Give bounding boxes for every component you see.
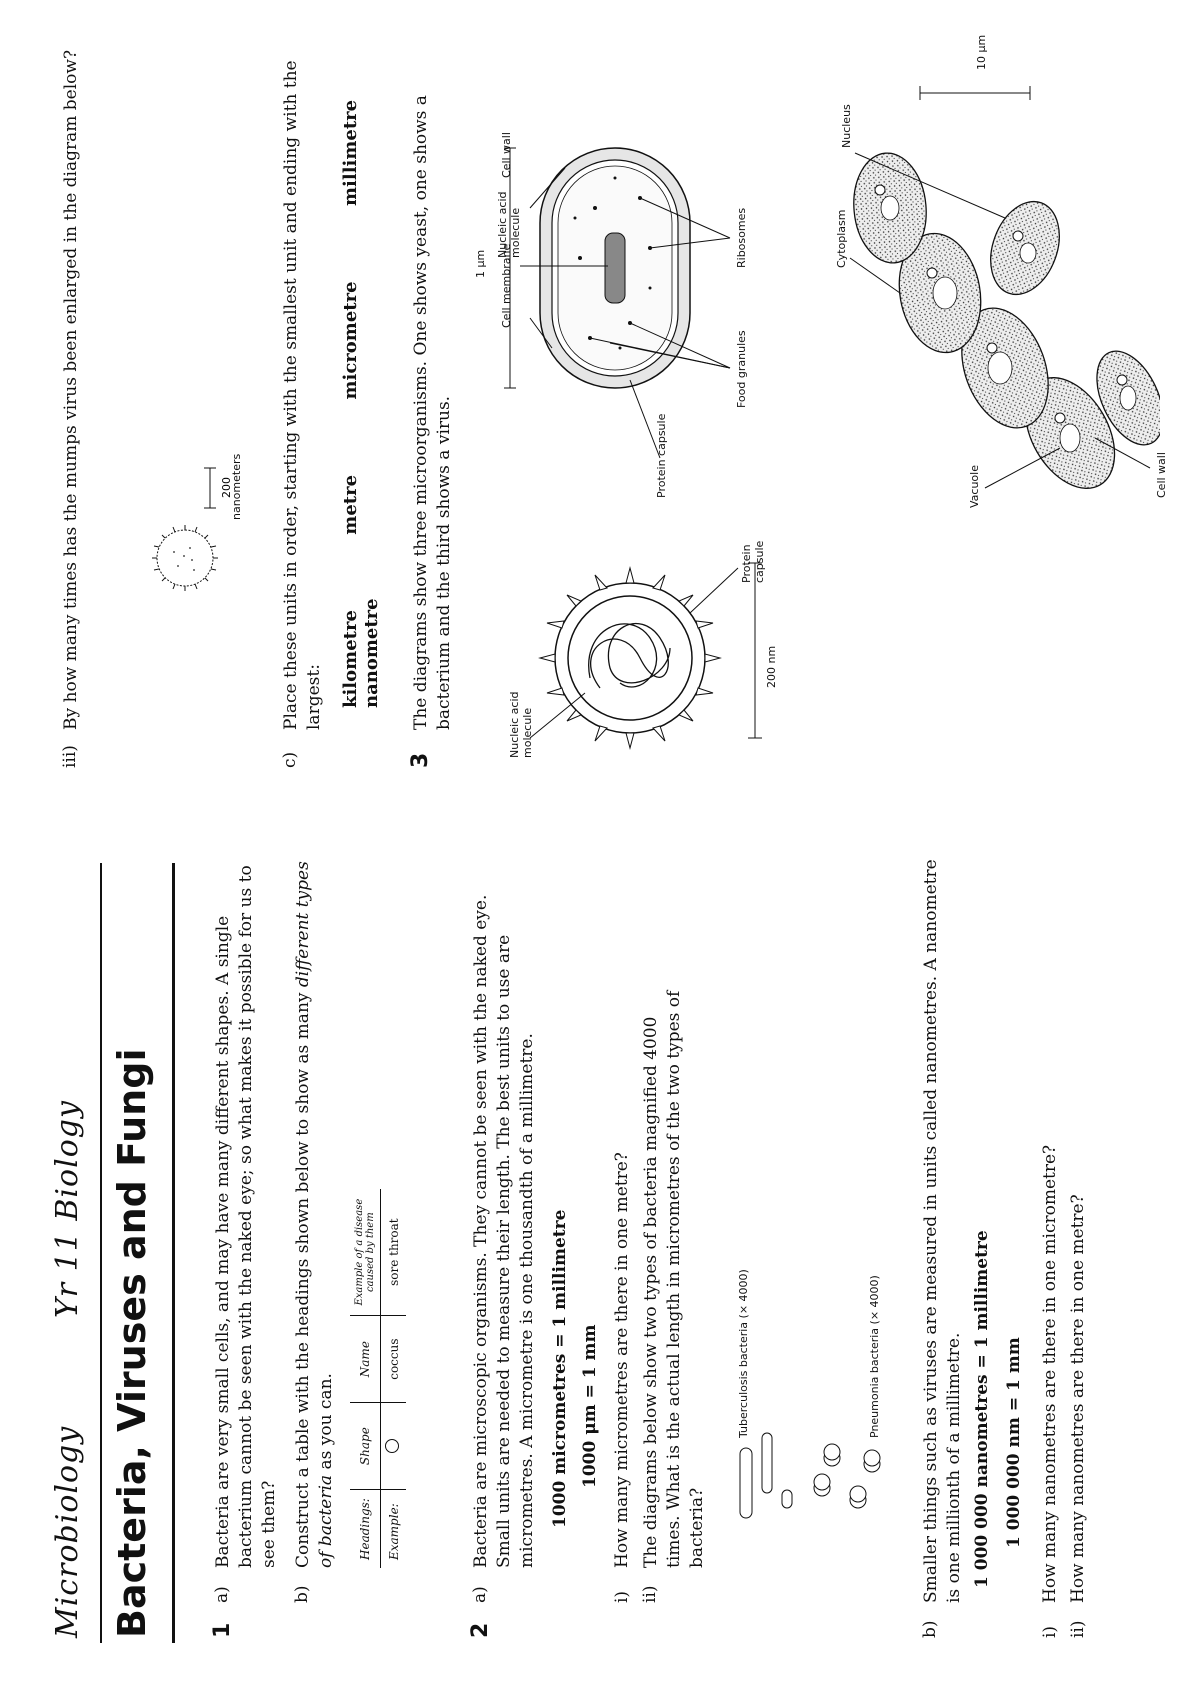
unit-metre: metre — [340, 474, 361, 535]
q1-number: 1 — [210, 1622, 235, 1638]
year-heading: Yr 11 Biology — [50, 1100, 85, 1318]
bact-scale: 1 μm — [474, 249, 487, 278]
unit-kilometre: kilometre — [340, 610, 361, 708]
virus-label-nucleic: Nucleic acid molecule — [508, 691, 534, 758]
row-headings-label: Headings: — [350, 1490, 381, 1568]
unit-nanometre: nanometre — [361, 598, 382, 708]
q2b-text: Smaller things such as viruses are measured in units called nanometres. A nanometre is one millionth of a millimetre. — [921, 859, 964, 1603]
yeast-label-vacuole: Vacuole — [968, 465, 981, 508]
yeast-label-nucleus: Nucleus — [840, 104, 853, 148]
bact-label-cell-wall: Cell wall — [500, 132, 513, 178]
q1b-label: b) — [292, 1585, 312, 1603]
pneumonia-label: Pneumonia bacteria (× 4000) — [868, 1275, 881, 1438]
bact-label-membrane: Cell membrane — [500, 243, 513, 328]
yeast-label-cell-wall: Cell wall — [1155, 452, 1168, 498]
tuberculosis-bacteria-icon — [740, 1433, 792, 1518]
q2bii-label: ii) — [1068, 1620, 1088, 1638]
page-title: Bacteria, Viruses and Fungi — [110, 1048, 154, 1638]
q2ai-text: How many micrometres are there in one metre? — [612, 1152, 632, 1568]
bact-label-ribosomes: Ribosomes — [735, 207, 748, 268]
eq-micrometre-1: 1000 micrometres = 1 millimetre — [550, 1209, 570, 1528]
q2aii-label: ii) — [640, 1585, 660, 1603]
example-name: coccus — [381, 1316, 407, 1403]
mumps-scale-unit: nanometers — [230, 453, 243, 520]
q2a-text: Bacteria are microscopic organisms. They cannot be seen with the naked eye. Small units are needed to measure their length. The best units to use are micrometres. A micrometre is one thousandth of a millimetre. — [471, 894, 537, 1568]
q2a-label: a) — [470, 1586, 490, 1603]
q1b-text: Construct a table with the headings shown below to show as many different types of bacteria as you can. — [293, 861, 336, 1568]
q2aiii-text: By how many times has the mumps virus been enlarged in the diagram below? — [61, 49, 81, 730]
yeast-label-cytoplasm: Cytoplasm — [835, 209, 848, 268]
bacteria-diagrams — [700, 948, 900, 1548]
q2c-text: Place these units in order, starting with the smallest unit and ending with the largest: — [281, 60, 324, 730]
tb-label: Tuberculosis bacteria (× 4000) — [737, 1269, 750, 1438]
pneumonia-bacteria-icon — [814, 1444, 880, 1508]
q2bi-label: i) — [1040, 1625, 1060, 1638]
headings-table-wrap — [350, 1189, 406, 1568]
col-name: Name — [350, 1316, 381, 1403]
coccus-circle-icon — [385, 1439, 399, 1453]
yeast-diagram — [820, 28, 1160, 508]
q3-text: The diagrams show three microorganisms. One shows yeast, one shows a bacterium and the third shows a virus. — [411, 95, 454, 730]
q3-number: 3 — [408, 752, 433, 768]
mumps-virus-diagram — [130, 358, 240, 618]
top-rule — [100, 863, 102, 1643]
q2ai-label: i) — [612, 1590, 632, 1603]
bact-label-nucleic: Nucleic acid molecule — [496, 191, 522, 258]
headings-table — [350, 1189, 406, 1568]
q2bii-text: How many nanometres are there in one metre? — [1068, 1194, 1088, 1603]
col-shape: Shape — [350, 1403, 381, 1490]
yeast-scale: 10 μm — [975, 34, 988, 70]
example-shape — [381, 1403, 407, 1490]
virus-scale: 200 nm — [765, 645, 778, 688]
col-disease: Example of a disease caused by them — [350, 1189, 381, 1316]
q1a-label: a) — [212, 1586, 232, 1603]
unit-list — [340, 0, 382, 708]
q2aii-text: The diagrams below show two types of bacteria magnified 4000 times. What is the actual length in micrometres of the two types of bacteria? — [641, 990, 707, 1568]
topic-heading: Microbiology — [50, 1425, 85, 1638]
q2-number: 2 — [468, 1622, 493, 1638]
title-rule — [172, 863, 175, 1643]
row-example-label: Example: — [386, 1503, 401, 1560]
q2c-label: c) — [280, 751, 300, 768]
eq-micrometre-2: 1000 μm = 1 mm — [580, 1324, 600, 1488]
mumps-scale-value: 200 — [220, 477, 233, 498]
bact-label-capsule: Protein capsule — [655, 413, 668, 498]
unit-micrometre: micrometre — [340, 281, 361, 400]
q2aiii-label: iii) — [60, 745, 80, 768]
example-disease: sore throat — [381, 1189, 407, 1316]
eq-nanometre-1: 1 000 000 nanometres = 1 millimetre — [972, 1230, 992, 1588]
unit-millimetre: millimetre — [340, 99, 361, 207]
bact-label-food: Food granules — [735, 330, 748, 408]
q2b-label: b) — [920, 1620, 940, 1638]
q2bi-text: How many nanometres are there in one micrometre? — [1040, 1144, 1060, 1603]
q1a-text: Bacteria are very small cells, and may have many different shapes. A single bacterium cannot be seen with the naked eye; so what makes it possible for us to see them? — [213, 865, 279, 1568]
virus-label-capsule: Protein capsule — [740, 540, 766, 583]
eq-nanometre-2: 1 000 000 nm = 1 mm — [1004, 1337, 1024, 1548]
